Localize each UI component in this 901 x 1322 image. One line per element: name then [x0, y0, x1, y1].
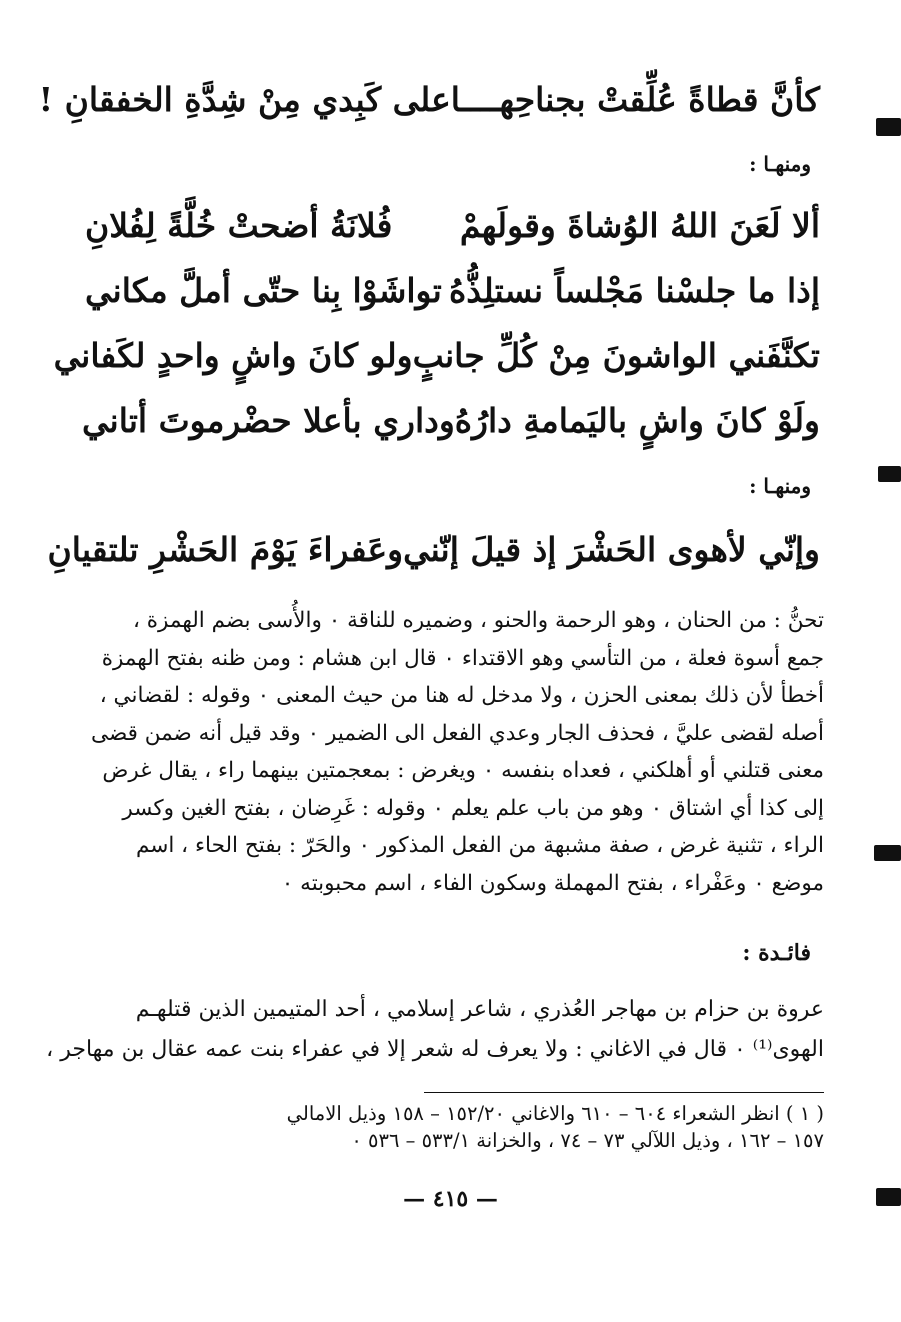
verse-second-hemistich: وعَفراءَ يَوْمَ الحَشْرِ تلتقيانِ — [47, 530, 404, 569]
verse-first-hemistich: تكنَّفَني الواشونَ مِنْ كُلِّ جانبٍ — [412, 336, 820, 375]
verse-line — [85, 198, 820, 254]
scan-mark — [876, 1188, 901, 1206]
verse-first-hemistich: ولَوْ كانَ واشٍ باليَمامةِ دارُهُ — [454, 401, 820, 440]
commentary-line: إلى كذا أي اشتاق ٠ وهو من باب علم يعلم ٠ وقوله : غَرِضان ، بفتح الغين وكسر — [122, 795, 824, 821]
commentary-paragraph — [82, 602, 824, 902]
verse-line — [38, 72, 820, 128]
verse-line — [82, 393, 820, 449]
commentary-line: تحنُّ : من الحنان ، وهو الرحمة والحنو ، وضميره للناقة ٠ والأُسى بضم الهمزة ، — [132, 608, 824, 633]
verse-first-hemistich: ألا لَعَنَ اللهُ الوُشاةَ وقولَهمْ — [459, 206, 820, 245]
footnote-line: ١٥٧ – ١٦٢ ، وذيل اللآلي ٧٣ – ٧٤ ، والخزانة ٥٣٣/١ – ٥٣٦ ٠ — [351, 1129, 824, 1152]
verse-second-hemistich: ولو كانَ واشٍ واحدٍ لكَفاني — [53, 336, 413, 375]
commentary-line: أصله لقضى عليَّ ، فحذف الجار وعدي الفعل الى الضمير ٠ وقد قيل أنه ضمن قضى — [91, 720, 824, 746]
page-number: — ٤١٥ — — [403, 1186, 498, 1212]
commentary-line: أخطأ لأن ذلك بمعنى الحزن ، ولا مدخل له هنا من حيث المعنى ٠ وقوله : لقضاني ، — [99, 683, 824, 708]
verse-line — [85, 263, 820, 319]
verse-second-hemistich: وداري بأعلا حضْرموتَ أتاني — [82, 401, 455, 440]
scan-mark — [878, 466, 901, 482]
footnote — [82, 1100, 824, 1154]
verse-line — [53, 328, 820, 384]
biography-line: عروة بن حزام بن مهاجر العُذري ، شاعر إسلامي ، أحد المتيمين الذين قتلهـم — [135, 997, 824, 1022]
section-label: ومنهـا : — [749, 474, 811, 498]
commentary-line: معنى قتلني أو أهلكني ، فعداه بنفسه ٠ ويغرض : بمعجمتين بينهما راء ، يقال غرض — [102, 758, 824, 783]
verse-second-hemistich: على كَبِدي مِنْ شِدَّةِ الخفقانِ ! — [38, 80, 451, 119]
verse-first-hemistich: وإنّي لأهوى الحَشْرَ إذ قيلَ إنّني — [403, 530, 820, 569]
verse-first-hemistich: كأنَّ قطاةً عُلِّقتْ بجناحِهــــا — [450, 80, 820, 119]
commentary-line: موضع ٠ وعَفْراء ، بفتح المهملة وسكون الفاء ، اسم محبوبته ٠ — [281, 870, 824, 896]
scan-mark — [874, 845, 901, 861]
biography-paragraph — [46, 990, 824, 1070]
verse-line — [47, 522, 820, 578]
footnote-line: ( ١ ) انظر الشعراء ٦٠٤ – ٦١٠ والاغاني ١٥٢/٢٠ – ١٥٨ وذيل الامالي — [286, 1102, 824, 1125]
section-label: ومنهـا : — [749, 152, 811, 176]
verse-second-hemistich: تواشَوْا بِنا حتّى أملَّ مكاني — [85, 271, 442, 310]
scan-mark — [876, 118, 901, 136]
commentary-line: الراء ، تثنية غرض ، صفة مشبهة من الفعل المذكور ٠ والحَرّ : بفتح الحاء ، اسم — [136, 833, 824, 858]
biography-line: الهوى⁽¹⁾ ٠ قال في الاغاني : ولا يعرف له شعر إلا في عفراء بنت عمه عقال بن مهاجر ، — [46, 1037, 824, 1062]
fayda-heading: فائـدة : — [742, 940, 811, 966]
verse-first-hemistich: إذا ما جلسْنا مَجْلساً نستلِذُّهُ — [448, 271, 820, 310]
footnote-divider — [424, 1092, 824, 1093]
verse-second-hemistich: فُلانَةُ أضحتْ خُلَّةً لِفُلانِ — [85, 206, 393, 245]
commentary-line: جمع أسوة فعلة ، من التأسي وهو الاقتداء ٠ قال ابن هشام : ومن ظنه بفتح الهمزة — [101, 645, 824, 671]
